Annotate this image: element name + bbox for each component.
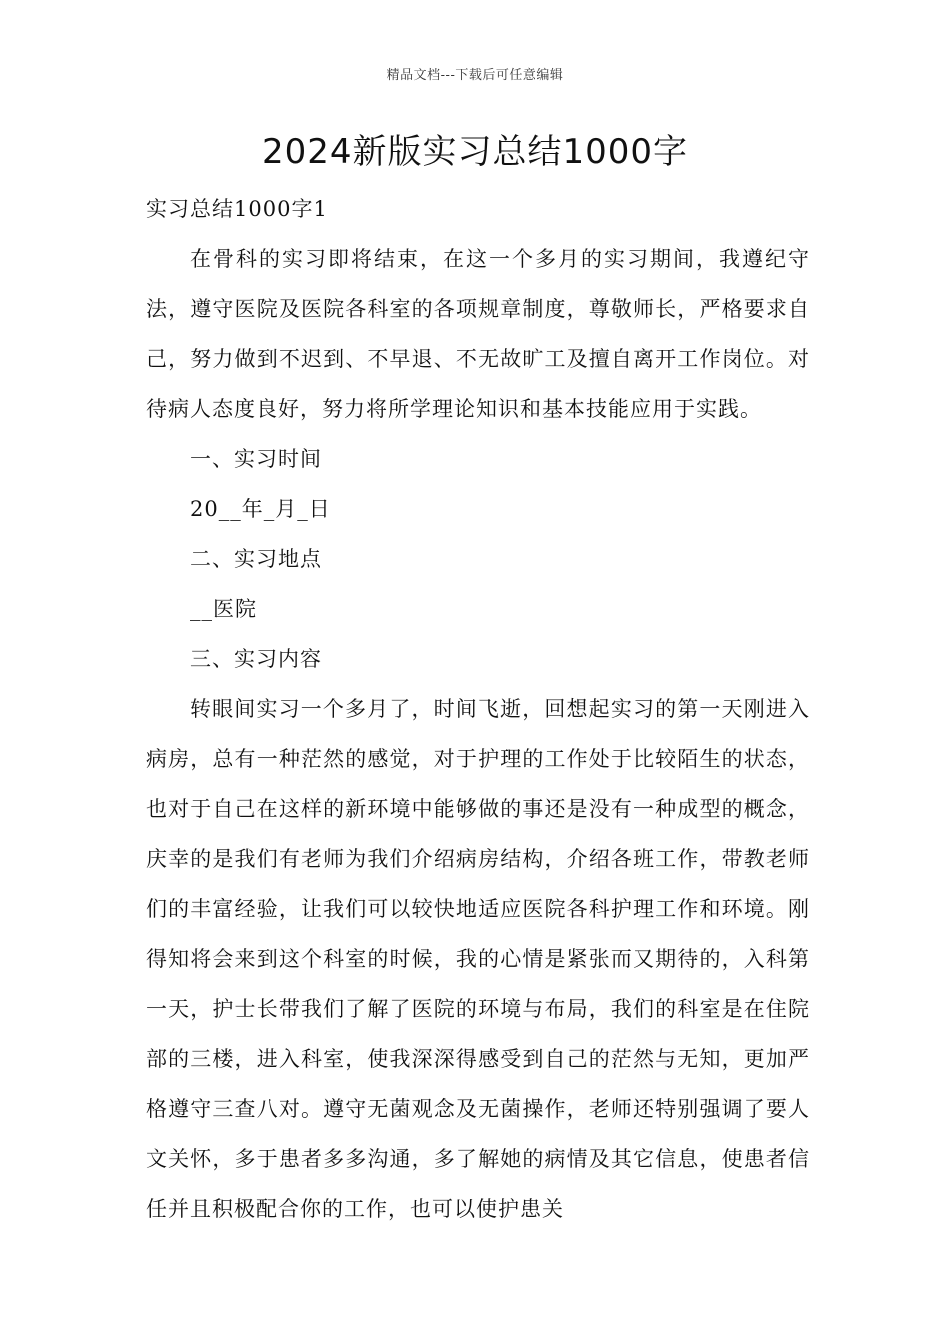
section-heading-content: 三、实习内容 (190, 647, 322, 671)
section-value-time: 20__年_月_日 (190, 497, 331, 521)
document-title: 2024新版实习总结1000字 (261, 132, 689, 172)
section-heading-location: 二、实习地点 (190, 547, 322, 571)
document-subtitle: 实习总结1000字1 (146, 197, 328, 221)
document-body (146, 184, 810, 1234)
paragraph-content: 转眼间实习一个多月了，时间飞逝，回想起实习的第一天刚进入病房，总有一种茫然的感觉，对于护理的工作处于比较陌生的状态，也对于自己在这样的新环境中能够做的事还是没有一种成型的概念，庆幸的是我们有老师为我们介绍病房结构，介绍各班工作，带教老师们的丰富经验，让我们可以较快地适应医院各科护理工作和环境。刚得知将会来到这个科室的时候，我的心情是紧张而又期待的，入科第一天，护士长带我们了解了医院的环境与布局，我们的科室是在住院部的三楼，进入科室，使我深深得感受到自己的茫然与无知，更加严格遵守三查八对。遵守无菌观念及无菌操作，老师还特别强调了要人文关怀，多于患者多多沟通，多了解她的病情及其它信息，使患者信任并且积极配合你的工作，也可以使护患关 (146, 697, 810, 1221)
header-note: 精品文档---下载后可任意编辑 (386, 68, 564, 83)
section-heading-time: 一、实习时间 (190, 447, 322, 471)
paragraph-intro: 在骨科的实习即将结束，在这一个多月的实习期间，我遵纪守法，遵守医院及医院各科室的各项规章制度，尊敬师长，严格要求自己，努力做到不迟到、不早退、不无故旷工及擅自离开工作岗位。对待病人态度良好，努力将所学理论知识和基本技能应用于实践。 (146, 247, 810, 421)
section-value-location: __医院 (190, 597, 257, 621)
